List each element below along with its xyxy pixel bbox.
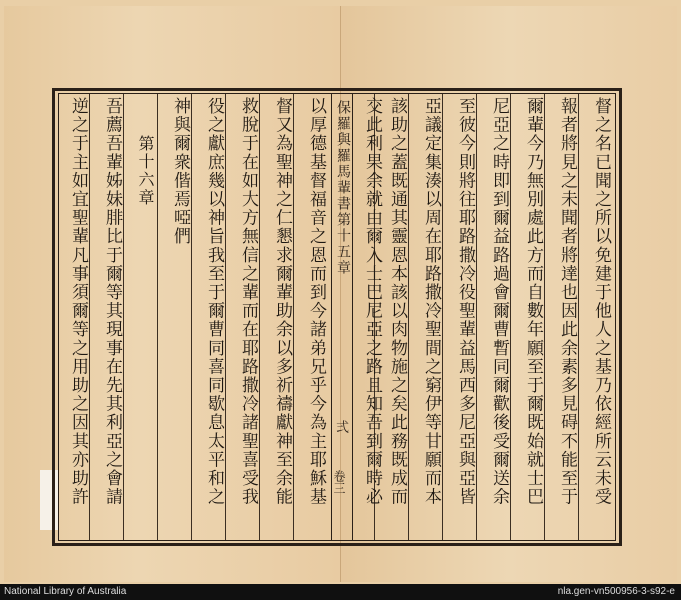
text-column: 吾薦吾輩姊妹腓比于爾等其現事在先其利亞之會請 <box>102 97 122 507</box>
text-column: 督之名已聞之所以免建于他人之基乃依經所云未受 <box>591 97 611 507</box>
text-column: 該助之蓋既通其靈恩本該以肉物施之矣此務既成而 <box>387 97 407 507</box>
text-column: 交此利果余就由爾入士巴尼亞之路且知吾到爾時必 <box>362 97 382 507</box>
book-title <box>333 100 353 276</box>
column-rule <box>157 94 158 540</box>
book-title-text: 保羅與羅馬輩書 <box>335 100 351 212</box>
text-column: 逆之于主如宜聖輩凡事須爾等之用助之因其亦助許 <box>68 97 88 507</box>
image-identifier: nla.gen-vn500956-3-s92-e <box>557 586 675 597</box>
text-column: 以厚德基督福音之恩而到今諸弟兄乎今為主耶穌基 <box>306 97 326 507</box>
page-number: 弍 <box>333 420 348 433</box>
text-column: 神與爾衆偕焉啞們 <box>170 97 190 246</box>
chapter-heading: 第十六章 <box>136 135 155 207</box>
text-column: 至彼今則將往耶路撒冷役聖輩益馬西多尼亞與亞皆 <box>455 97 475 507</box>
volume-label: 卷三 <box>332 470 346 494</box>
text-column: 爾輩今乃無別處此方而自數年願至于爾既始就士巴 <box>523 97 543 507</box>
center-chapter-text: 第十五章 <box>335 212 351 276</box>
text-column: 救脫于在如大方無信之輩而在耶路撒冷諸聖喜受我 <box>238 97 258 507</box>
text-column: 督又為聖神之仁懇求爾輩助余以多祈禱獻神至余能 <box>272 97 292 507</box>
text-column: 役之獻庶幾以神旨我至于爾曹同喜同歇息太平和之 <box>204 97 224 507</box>
text-column: 報者將見之未聞者將達也因此余素多見碍不能至于 <box>557 97 577 507</box>
text-column: 亞議定集湊以周在耶路撒冷聖間之窮伊等甘願而本 <box>421 97 441 507</box>
library-credit: National Library of Australia <box>4 586 127 597</box>
text-column: 尼亞之時即到爾益路過會爾曹暫同爾歡後受爾送余 <box>489 97 509 507</box>
scan-footer <box>0 584 681 600</box>
